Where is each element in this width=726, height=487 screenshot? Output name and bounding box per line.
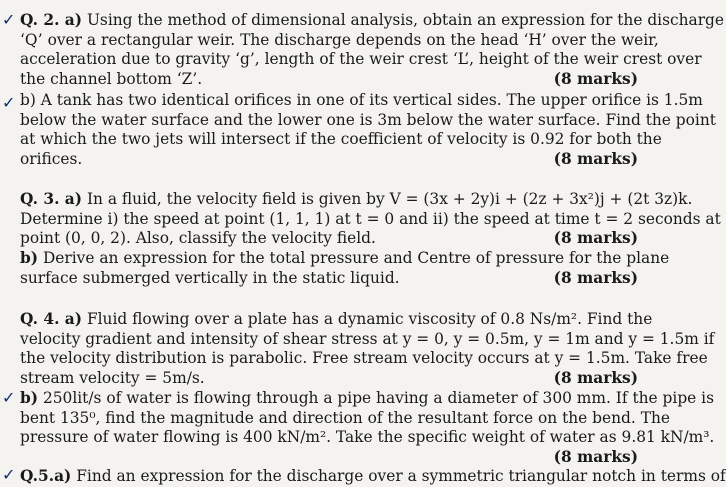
question-text-line: the velocity distribution is parabolic. Free stream velocity occurs at y = 1.5m. Take free — [20, 349, 708, 368]
question-text-line: velocity gradient and intensity of shear stress at y = 0, y = 0.5m, y = 1m and y = 1.5m if — [20, 329, 715, 348]
question-4a — [20, 310, 715, 388]
question-3b — [20, 249, 670, 288]
question-text-line: below the water surface and the lower one is 3m below the water surface. Find the point — [20, 110, 716, 129]
question-text-line: In a fluid, the velocity field is given by V = (3x + 2y)i + (2z + 3x²)j + (2t 3z)k. — [86, 190, 693, 208]
question-2a — [20, 11, 725, 89]
question-label: b) — [20, 91, 36, 109]
marks-label: (8 marks) — [553, 69, 638, 88]
question-text-line: bent 135⁰, find the magnitude and direction of the resultant force on the bend. The — [20, 408, 670, 427]
marks-label: (8 marks) — [553, 368, 638, 387]
question-4b — [20, 389, 715, 467]
question-2b — [20, 91, 716, 169]
marks-label: (8 marks) — [553, 229, 638, 248]
question-text-line: 250lit/s of water is flowing through a pipe having a diameter of 300 mm. If the pipe is — [42, 389, 714, 407]
question-3a — [20, 190, 721, 249]
question-text-line: point (0, 0, 2). Also, classify the velocity field. — [20, 229, 376, 248]
question-label: b) — [20, 389, 39, 407]
question-text-line: acceleration due to gravity ‘g’, length of the weir crest ‘L’, height of the weir crest over — [20, 50, 702, 69]
question-text-line: A tank has two identical orifices in one of its vertical sides. The upper orifice is 1.5m — [40, 91, 703, 109]
question-label: Q. 3. a) — [20, 190, 83, 208]
question-5a — [20, 467, 726, 487]
question-text-line: Determine i) the speed at point (1, 1, 1) at t = 0 and ii) the speed at time t = 2 seconds at — [20, 209, 721, 228]
question-label: Q. 4. a) — [20, 310, 83, 328]
question-text-line: Using the method of dimensional analysis, obtain an expression for the discharge — [86, 11, 725, 29]
marks-label: (8 marks) — [553, 149, 638, 168]
question-text-line: Fluid flowing over a plate has a dynamic viscosity of 0.8 Ns/m². Find the — [86, 310, 653, 328]
question-text-line: Find an expression for the discharge over a symmetric triangular notch in terms of — [76, 467, 726, 485]
marks-label: (8 marks) — [553, 447, 638, 466]
check-mark-icon: ✓ — [2, 10, 16, 29]
check-mark-icon: ✓ — [2, 93, 16, 112]
question-label: b) — [20, 249, 39, 267]
question-label: Q.5.a) — [20, 467, 72, 485]
question-text-line: surface submerged vertically in the static liquid. — [20, 268, 400, 287]
question-text-line: pressure of water flowing is 400 kN/m². Take the specific weight of water as 9.81 kN/m³. — [20, 428, 715, 447]
question-text-line: ‘Q’ over a rectangular weir. The discharge depends on the head ‘H’ over the weir, — [20, 30, 659, 49]
question-text-line: Derive an expression for the total pressure and Centre of pressure for the plane — [42, 249, 670, 267]
question-text-line: at which the two jets will intersect if the coefficient of velocity is 0.92 for both the — [20, 130, 662, 149]
check-mark-icon: ✓ — [2, 388, 16, 407]
question-text-line: stream velocity = 5m/s. — [20, 368, 205, 387]
check-mark-icon: ✓ — [2, 465, 16, 484]
question-text-line: the channel bottom ‘Z’. — [20, 69, 203, 88]
marks-label: (8 marks) — [553, 268, 638, 287]
question-text-line: orifices. — [20, 149, 83, 168]
question-label: Q. 2. a) — [20, 11, 83, 29]
